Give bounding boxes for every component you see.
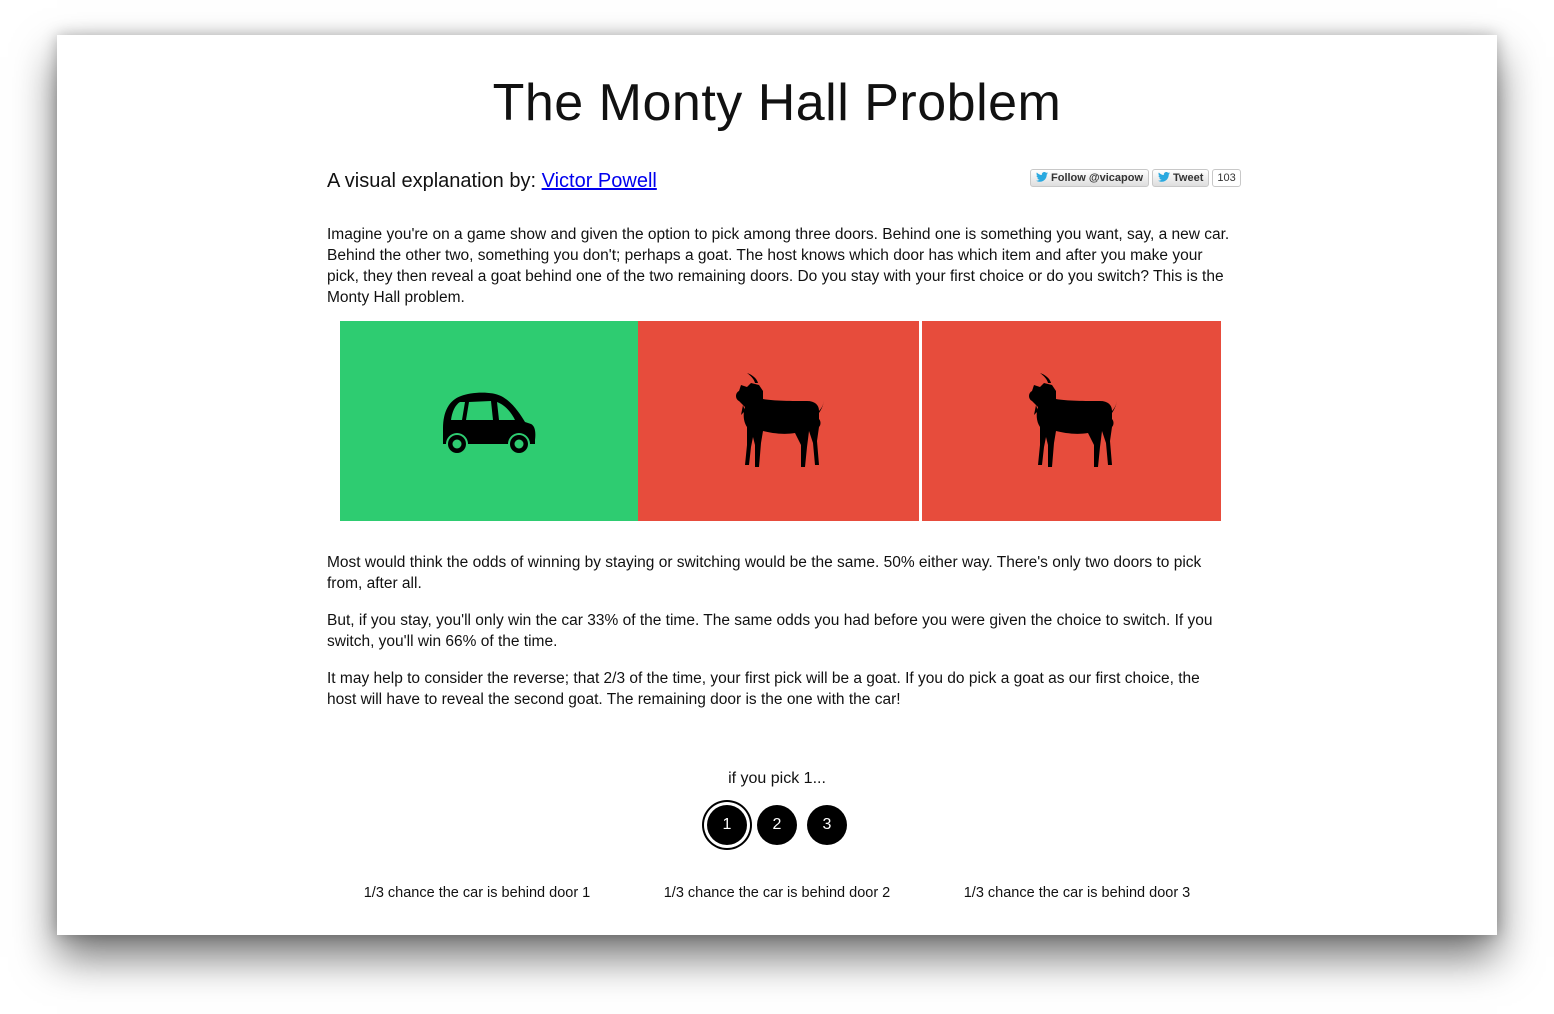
tweet-count: 103 xyxy=(1212,169,1240,187)
follow-label: Follow @vicapow xyxy=(1051,172,1144,184)
pick-door-3-button[interactable]: 3 xyxy=(807,805,847,845)
follow-button[interactable] xyxy=(1030,169,1149,187)
chance-door-1: 1/3 chance the car is behind door 1 xyxy=(363,885,591,901)
author-link[interactable]: Victor Powell xyxy=(541,170,657,192)
door-2[interactable] xyxy=(638,321,919,521)
stay-paragraph: But, if you stay, you'll only win the car 33% of the time. The same odds you had before you were given the choice to switch. If you switch, you'll win 66% of the time. xyxy=(327,612,1213,650)
byline-prefix: A visual explanation by: xyxy=(327,170,542,192)
intro-paragraph: Imagine you're on a game show and given the option to pick among three doors. Behind one is something you want, say, a new car. Behind the other two, something you don't; perhaps a goat. The host knows which door has which item and after you make your pick, they then reveal a goat behind one of the two remaining doors. Do you stay with your first choice or do you switch? This is the Monty Hall problem. xyxy=(327,226,1230,306)
door-picker xyxy=(327,805,1227,845)
reverse-paragraph: It may help to consider the reverse; that 2/3 of the time, your first pick will be a goat. If you do pick a goat as our first choice, the host will have to reveal the second goat. The remaining door is the one with the car! xyxy=(327,670,1200,708)
browser-window xyxy=(57,35,1497,935)
chance-door-2: 1/3 chance the car is behind door 2 xyxy=(663,885,891,901)
goat-icon xyxy=(733,371,825,471)
tweet-button[interactable] xyxy=(1152,169,1209,187)
pick-label: if you pick 1... xyxy=(728,770,826,787)
odds-paragraph: Most would think the odds of winning by staying or switching would be the same. 50% either way. There's only two doors to pick from, after all. xyxy=(327,554,1202,592)
chance-door-3: 1/3 chance the car is behind door 3 xyxy=(963,885,1191,901)
twitter-bird-icon xyxy=(1036,172,1048,185)
byline xyxy=(327,170,657,193)
goat-icon xyxy=(1026,371,1118,471)
social-buttons xyxy=(1030,169,1241,187)
pick-door-2-button[interactable]: 2 xyxy=(757,805,797,845)
page-title: The Monty Hall Problem xyxy=(492,74,1062,132)
doors-row xyxy=(340,321,1222,521)
tweet-label: Tweet xyxy=(1173,172,1204,184)
pick-door-1-button[interactable]: 1 xyxy=(707,805,747,845)
car-icon xyxy=(439,388,539,454)
door-1[interactable] xyxy=(340,321,638,521)
door-3[interactable] xyxy=(922,321,1221,521)
twitter-bird-icon xyxy=(1158,172,1170,185)
